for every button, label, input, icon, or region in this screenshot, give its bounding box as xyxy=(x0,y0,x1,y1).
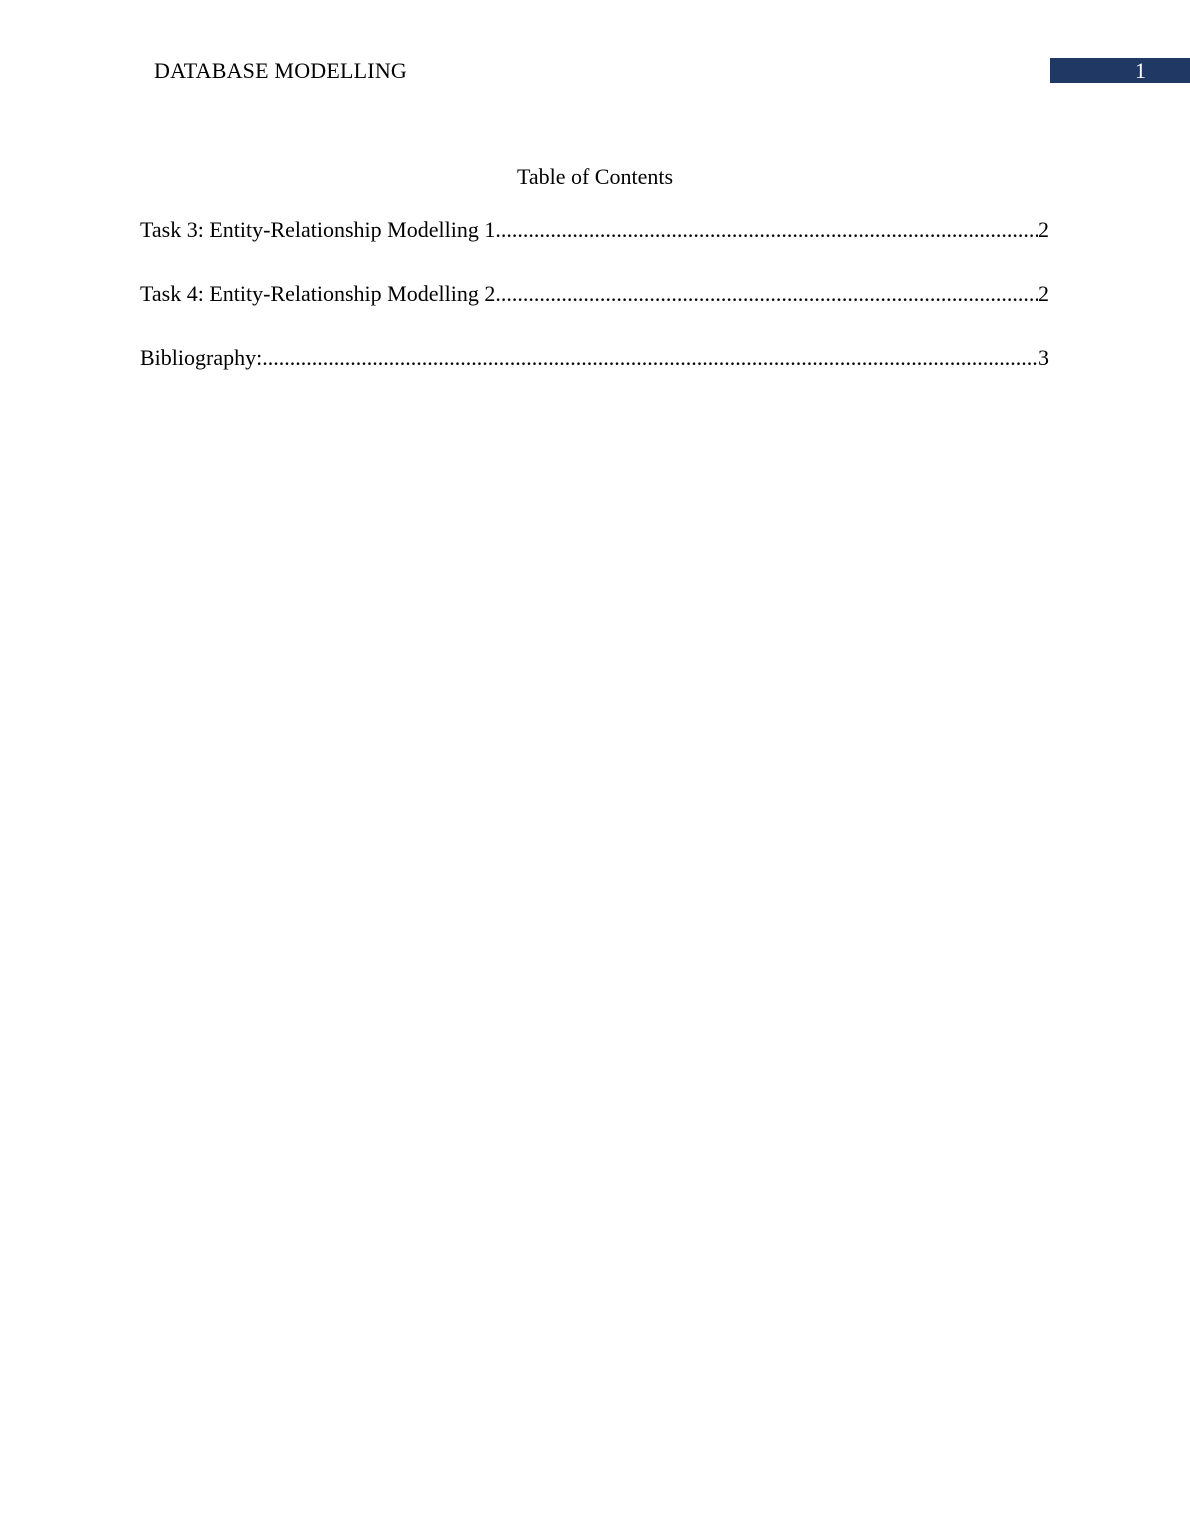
toc-dot-leader xyxy=(495,281,1038,307)
toc-dot-leader xyxy=(495,217,1038,243)
toc-entry-bibliography[interactable] xyxy=(140,345,1049,409)
toc-entry-label: Task 3: Entity-Relationship Modelling 1 xyxy=(140,217,496,242)
toc-entry-task-4[interactable] xyxy=(140,281,1049,345)
toc-heading: Table of Contents xyxy=(516,164,674,189)
toc-entry-label: Bibliography: xyxy=(140,345,263,370)
running-header-title: DATABASE MODELLING xyxy=(154,58,407,83)
toc-entry-page: 3 xyxy=(1038,345,1049,370)
toc-entry-label: Task 4: Entity-Relationship Modelling 2 xyxy=(140,281,496,306)
table-of-contents xyxy=(140,217,1049,409)
toc-entry-page: 2 xyxy=(1038,281,1049,306)
page-number-badge xyxy=(1050,58,1190,83)
toc-entry-page: 2 xyxy=(1038,217,1049,242)
toc-entry-task-3[interactable] xyxy=(140,217,1049,281)
page-number: 1 xyxy=(1135,58,1146,83)
toc-dot-leader xyxy=(262,345,1038,371)
